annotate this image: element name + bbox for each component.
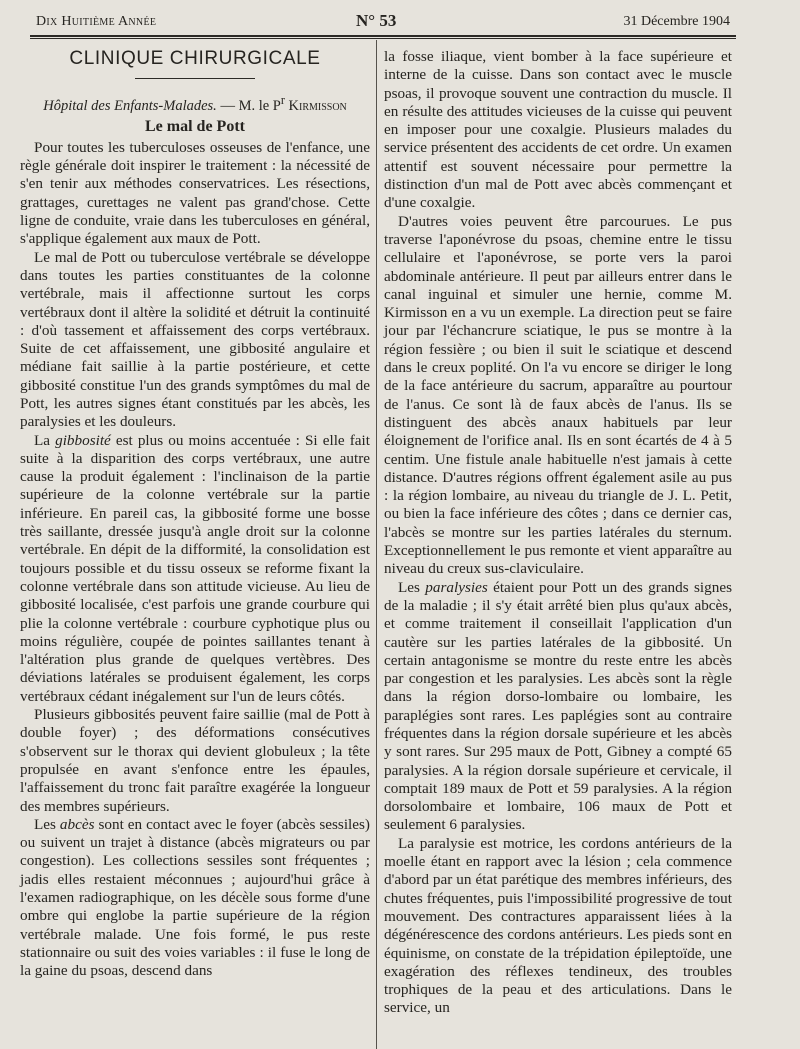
- header-year: Dix Huitième Année: [36, 14, 157, 29]
- byline-hospital: Hôpital des Enfants-Malades.: [43, 97, 217, 114]
- right-column: [384, 48, 732, 1018]
- byline-author: Kirmisson: [284, 97, 347, 114]
- issue-date: 31 Décembre 1904: [623, 14, 730, 29]
- paragraph-text: Pour toutes les tuberculoses osseuses de l'enfance, une règle générale doit inspirer le traitement : la nécessité de s'en tenir aux méthodes conservatrices. Les résections, grattages, curettages ne valent pas grand'chose. Cette ligne de conduite, vraie dans les tuberculoses en général, s'applique également aux maux de Pott.: [20, 138, 370, 248]
- issue-number: N° 53: [356, 11, 397, 30]
- paragraph-lead: Les: [398, 578, 426, 596]
- paragraph-text: Le mal de Pott ou tuberculose vertébrale se développe dans toutes les parties constituantes de la colonne vertébrale, mais il affectionne surtout les corps vertébraux dont il altère la solidité et détruit la continuité : d'où tassement et affaissement des corps vertébraux. Suite de cet affaissement, une gibbosité angulaire et médiane fait saillie à la partie postérieure, et cette gibbosité constitue l'un des grands symptômes du mal de Pott, les autres signes étant constitués par les abcès, les paralysies et les douleurs.: [20, 248, 370, 431]
- page-header: [36, 11, 730, 33]
- paragraph-text: est plus ou moins accentuée : Si elle fait suite à la disparition des corps vertébraux, une autre cause la produit également : l'inclinaison de la partie supérieure de la colonne vertébrale sur la partie inférieure. En pareil cas, la gibbosité forme une bosse très saillante, dressée jusqu'à angle droit sur la colonne vertébrale. En dépit de la difformité, la consolidation est toujours possible et du tissu osseux se reforme fixant la colonne vertébrale dans son attitude vicieuse. Au lieu de gibbosité localisée, c'est parfois une grande courbure qui plie la colonne vertébrale : courbure cyphotique plus ou moins régulière, coupée de pointes saillantes tenant à l'altération plus grande de quelques vertèbres. Des déviations latérales se produisent également, les corps vertébraux cédant inégalement sur l'un de leurs côtés.: [20, 431, 370, 705]
- left-column: [20, 42, 370, 980]
- paragraph-keyword: paralysies: [425, 578, 488, 596]
- byline-sup: r: [280, 93, 285, 107]
- section-title: CLINIQUE CHIRURGICALE: [69, 48, 321, 69]
- paragraph-text: sont en contact avec le foyer (abcès sessiles) ou suivent un trajet à distance (abcès migrateurs ou par congestion). Les collections sessiles sont fréquentes ; jadis elles restaient méconnues ; aujourd'hui grâce à l'examen radiographique, on les décèle sous forme d'une ombre qui englobe la partie supérieure de la région vertébrale malade. Une fois formé, le pus reste stationnaire ou suit des voies variables : il fuse le long de la gaine du psoas, descend dans: [20, 815, 370, 980]
- paragraph-text: D'autres voies peuvent être parcourues. Le pus traverse l'aponévrose du psoas, chemine entre le tissu cellulaire et l'aponévrose, se porte vers la paroi abdominale antérieure. Il peut par ailleurs entrer dans le canal inguinal et simuler une hernie, comme M. Kirmisson en a vu un exemple. La direction peut se faire jour par l'échancrure sciatique, le pus se montre à la région fessière ; ou bien il suit le sciatique et descend dans le creux poplité. On l'a vu encore se diriger le long de la face antérieure du sacrum, apparaître au pourtour de l'anus. Ce sont là de faux abcès de l'anus. Ils se distinguent des abcès anaux habituels par leur éloignement de l'orifice anal. Ils en sont écartés de 4 à 5 centim. Une fistule anale habituelle n'est jamais à cette distance. D'autres régions offrent également asile au pus : la région lombaire, au niveau du triangle de J. L. Petit, ou bien la face inférieure des côtes ; dans ce dernier cas, l'abcès se montre sur les parties latérales du sternum. Exceptionnellement le pus remonte et vient apparaître au niveau du creux sus-claviculaire.: [384, 212, 732, 578]
- byline-dash: — M. le P: [216, 97, 281, 114]
- paragraph-keyword: abcès: [59, 815, 95, 833]
- paragraph-keyword: gibbosité: [55, 431, 111, 449]
- paragraph: [20, 139, 370, 249]
- header-rule-thick: [30, 35, 736, 37]
- header-rule-thin: [30, 38, 736, 39]
- paragraph-text: étaient pour Pott un des grands signes de la maladie ; il s'y était arrêté bien plus qu'aux abcès, et comme traitement il conseillait l'application d'un cautère sur les parties latérales de la gibbosité. Un certain antagonisme se montre du reste entre les abcès par congestion et les paralysies. Les abcès sont la règle dans la région dorso-lombaire ou lombaire, les paraplégies sont rares. Les paplégies sont au contraire fréquentes dans la région dorsale supérieure et les abcès y sont rares. Sur 295 maux de Pott, Gibney a compté 65 paralysies. A la région dorsale supérieure et cervicale, il comptait 189 maux de Pott et 59 paralysies. A la région dorsolombaire et lombaire, 106 maux de Pott et seulement 6 paralysies.: [384, 578, 732, 834]
- paragraph: [384, 213, 732, 579]
- paragraph: [384, 579, 732, 835]
- paragraph: [20, 706, 370, 816]
- paragraph: [20, 432, 370, 706]
- paragraph-lead: Les: [34, 815, 60, 833]
- column-separator: [376, 40, 377, 1049]
- article-title: Le mal de Pott: [145, 117, 245, 135]
- paragraph-text: La paralysie est motrice, les cordons antérieurs de la moelle étant en rapport avec la lésion ; cela commence d'abord par un état parétique des membres inférieurs, des chutes fréquentes, puis l'impossibilité progressive de tout mouvement. Des contractures apparaissent liées à la dégénérescence des cordons antérieurs. Les pieds sont en équinisme, on constate de la trépidation épileptoïde, une exagération des réflexes tendineux, des troubles trophiques de la peau et des articulations. Dans le service, un: [384, 834, 732, 1017]
- paragraph-lead: La: [34, 431, 56, 449]
- paragraph: [384, 48, 732, 213]
- right-paragraphs: [384, 48, 732, 1018]
- paragraph: [20, 816, 370, 981]
- left-paragraphs: [20, 139, 370, 981]
- paragraph-text: la fosse iliaque, vient bomber à la face supérieure et interne de la cuisse. Dans son contact avec le muscle psoas, il provoque souvent une contraction du muscle. Il en résulte des attitudes vicieuses de la cuisse qui peuvent en imposer pour une coxalgie. Plusieurs malades du service présentent des accidents de cet ordre. Un examen attentif est souvent nécessaire pour permettre la distinction d'un mal de Pott avec abcès commençant et d'une coxalgie.: [384, 48, 732, 212]
- paragraph: [384, 835, 732, 1018]
- paragraph: [20, 249, 370, 432]
- byline: [20, 91, 370, 115]
- paragraph-text: Plusieurs gibbosités peuvent faire saillie (mal de Pott à double foyer) ; des déformations consécutives s'observent sur le thorax qui devient globuleux ; la tête propulsée en avant s'enfonce entre les épaules, l'affaissement du tronc fait paraître exagérée la longueur des membres supérieurs.: [20, 706, 370, 815]
- section-title-rule: [135, 78, 255, 79]
